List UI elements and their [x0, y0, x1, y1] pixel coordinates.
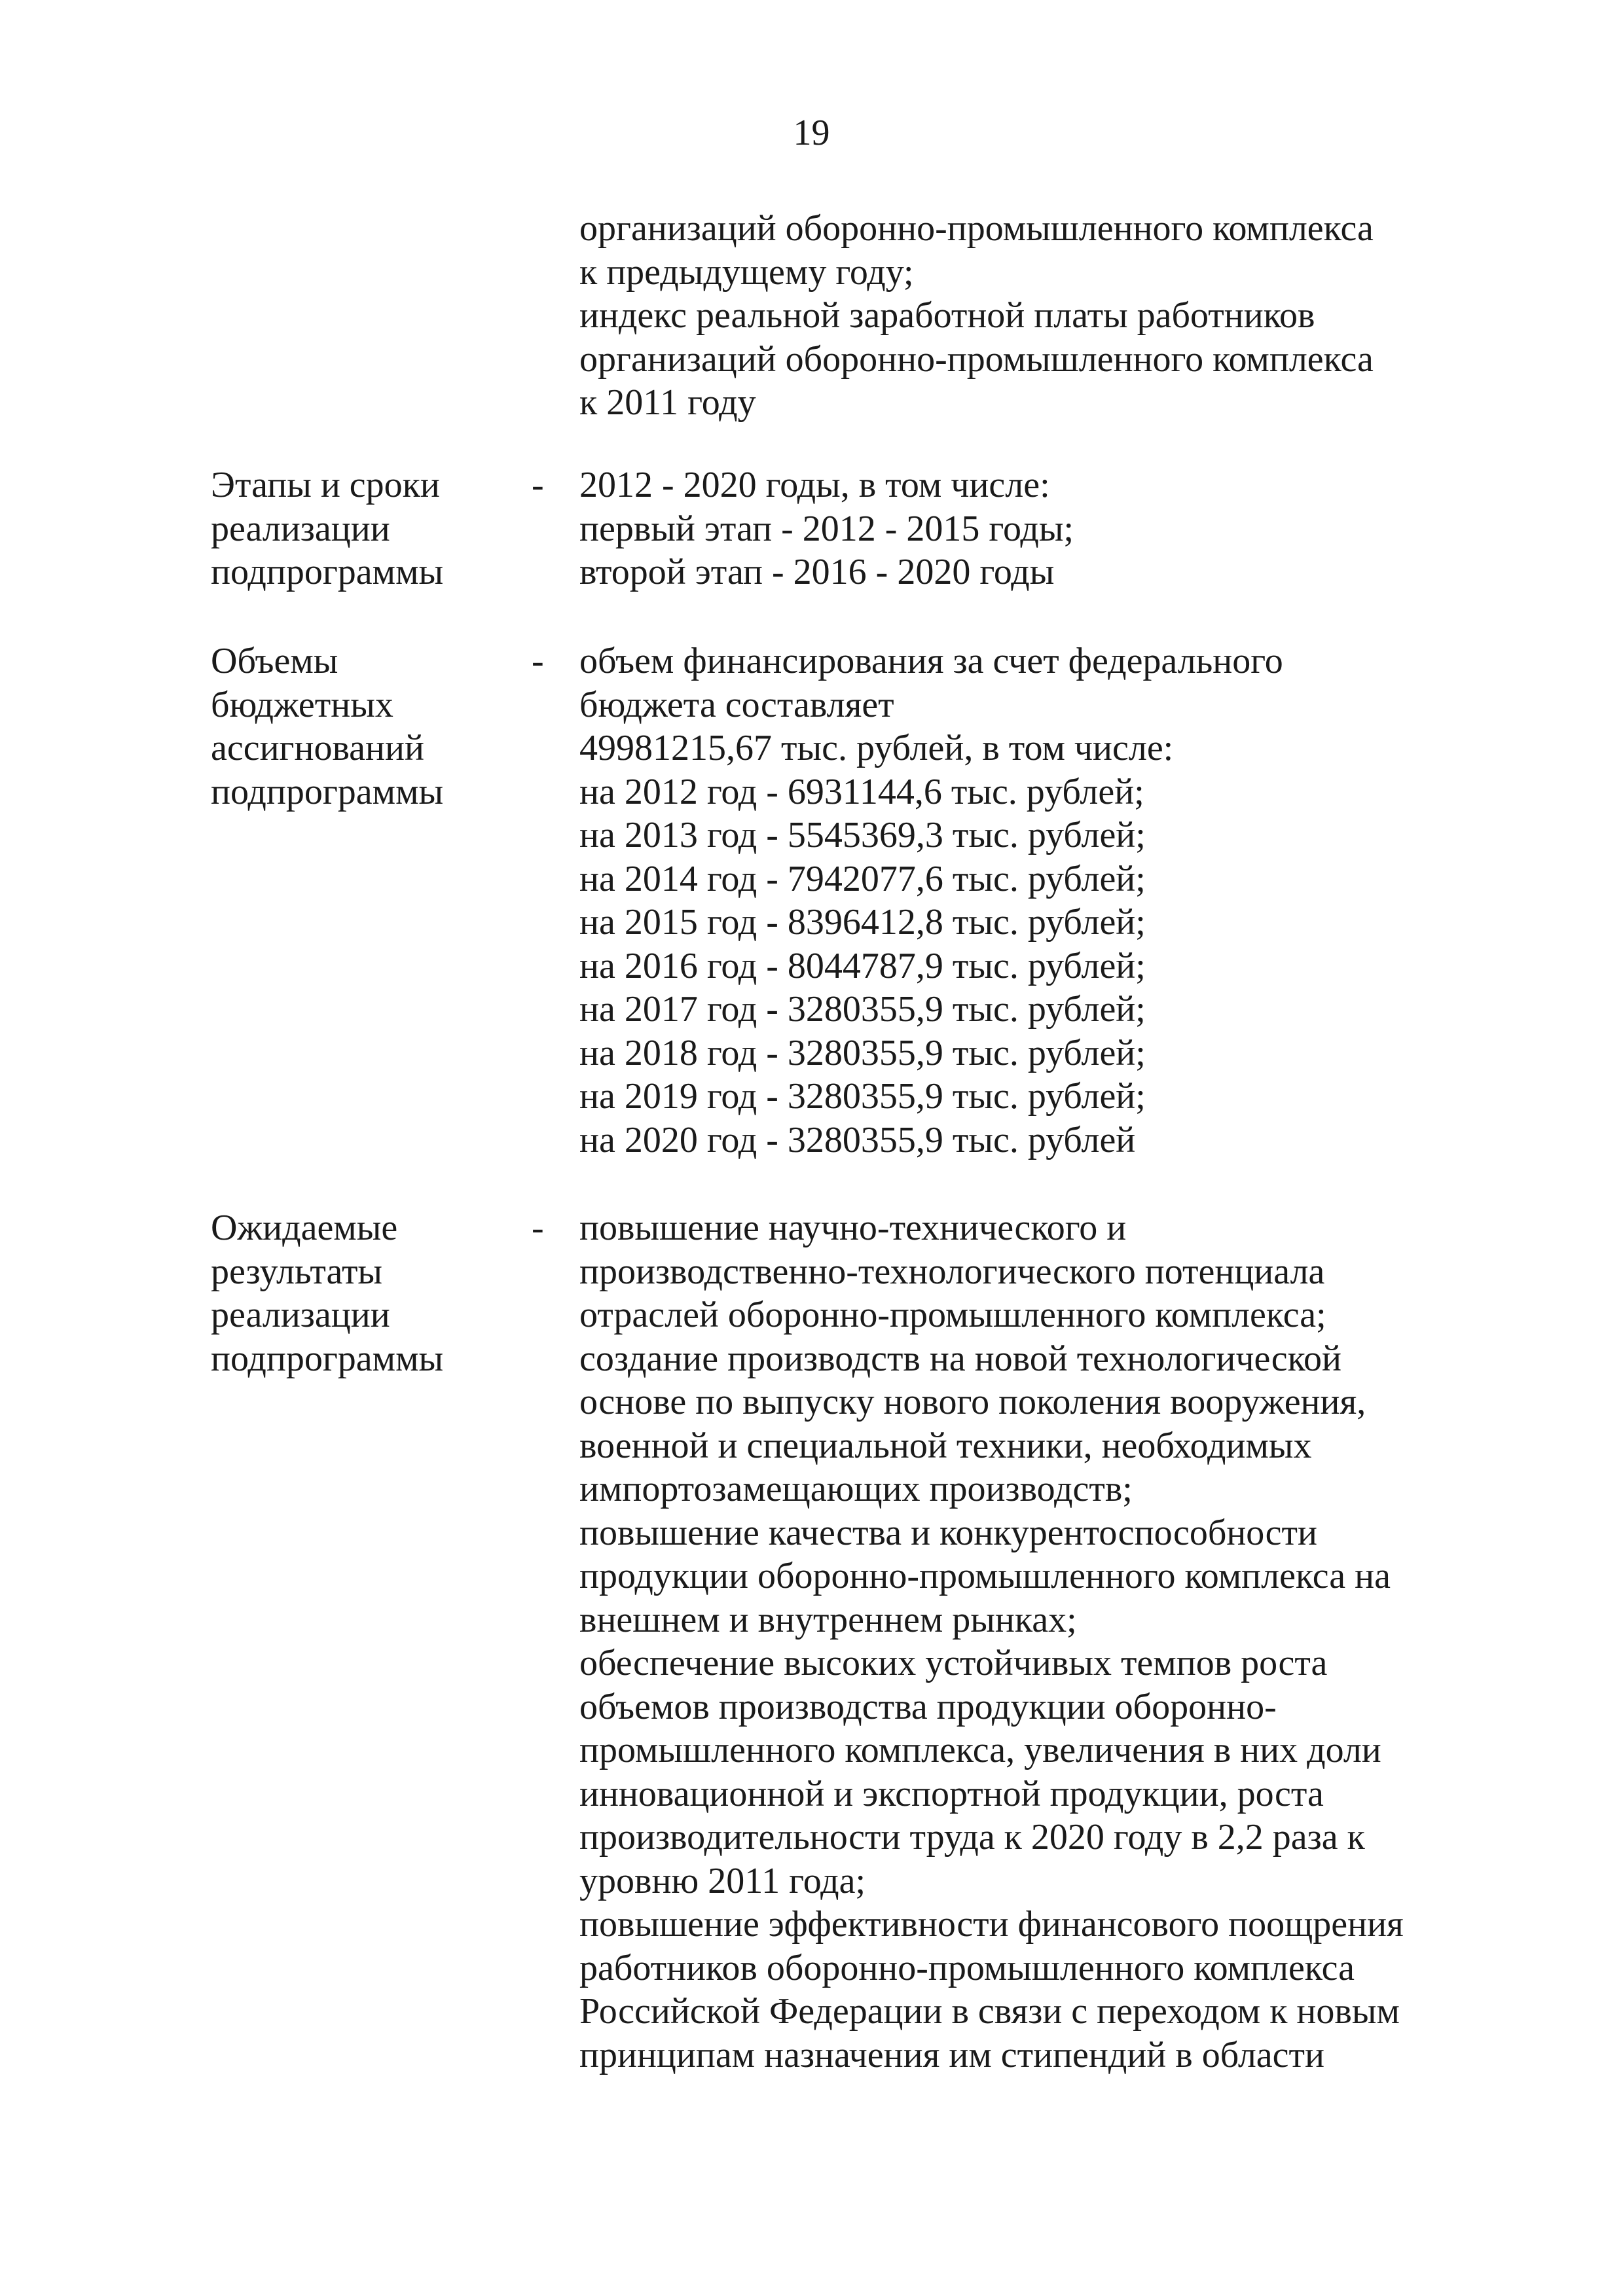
label-line: Ожидаемые [211, 1208, 398, 1248]
value-line: на 2013 год - 5545369,3 тыс. рублей; [579, 815, 1146, 855]
label-line: подпрограммы [211, 1338, 444, 1379]
row-value [579, 1206, 1404, 2077]
label-line: подпрограммы [211, 771, 444, 812]
value-line: на 2020 год - 3280355,9 тыс. рублей [579, 1119, 1136, 1160]
value-line: промышленного комплекса, увеличения в них доли [579, 1730, 1381, 1770]
value-line: на 2019 год - 3280355,9 тыс. рублей; [579, 1076, 1146, 1117]
value-line: на 2014 год - 7942077,6 тыс. рублей; [579, 858, 1146, 899]
value-line: отраслей оборонно-промышленного комплекса; [579, 1295, 1326, 1335]
row-value [579, 463, 1074, 594]
value-line: производственно-технологического потенциала [579, 1251, 1325, 1292]
row-dash: - [532, 465, 544, 505]
label-line: реализации [211, 1295, 390, 1335]
value-line: 2012 - 2020 годы, в том числе: [579, 465, 1050, 505]
value-line: объемов производства продукции оборонно- [579, 1686, 1277, 1727]
value-line: повышение научно-технического и [579, 1208, 1127, 1248]
text-line: организаций оборонно-промышленного комплекса [579, 338, 1374, 380]
value-line: повышение эффективности финансового поощрения [579, 1904, 1404, 1945]
row-label [211, 1206, 443, 1380]
label-line: подпрограммы [211, 552, 444, 592]
value-line: на 2018 год - 3280355,9 тыс. рублей; [579, 1032, 1146, 1073]
value-line: производительности труда к 2020 году в 2,2 раза к [579, 1817, 1365, 1857]
value-line: объем финансирования за счет федерального [579, 641, 1283, 681]
row-label [211, 639, 443, 814]
text-line: организаций оборонно-промышленного комплекса [579, 208, 1374, 249]
value-line: первый этап - 2012 - 2015 годы; [579, 508, 1074, 549]
value-line: основе по выпуску нового поколения вооружения, [579, 1382, 1366, 1422]
value-line: работников оборонно-промышленного комплекса [579, 1947, 1355, 1988]
value-line: военной и специальной техники, необходимых [579, 1425, 1312, 1466]
value-line: Российской Федерации в связи с переходом к новым [579, 1991, 1400, 2032]
value-line: 49981215,67 тыс. рублей, в том числе: [579, 728, 1174, 768]
value-line: уровню 2011 года; [579, 1860, 866, 1901]
text-line: индекс реальной заработной платы работников [579, 295, 1315, 336]
value-line: бюджета составляет [579, 684, 894, 725]
label-line: ассигнований [211, 728, 424, 768]
value-line: на 2015 год - 8396412,8 тыс. рублей; [579, 902, 1146, 942]
value-line: принципам назначения им стипендий в области [579, 2034, 1324, 2075]
label-line: Этапы и сроки [211, 465, 440, 505]
row-value [579, 639, 1283, 1162]
value-line: внешнем и внутреннем рынках; [579, 1599, 1077, 1640]
label-line: Объемы [211, 641, 338, 681]
label-line: результаты [211, 1251, 383, 1292]
row-label [211, 463, 443, 594]
label-line: бюджетных [211, 684, 393, 725]
value-line: на 2012 год - 6931144,6 тыс. рублей; [579, 771, 1144, 812]
row-dash: - [532, 641, 544, 681]
value-line: на 2017 год - 3280355,9 тыс. рублей; [579, 989, 1146, 1030]
page-number: 19 [793, 113, 830, 153]
text-line: к предыдущему году; [579, 251, 914, 293]
value-line: повышение качества и конкурентоспособности [579, 1512, 1317, 1553]
continuation-text [579, 207, 1374, 425]
value-line: обеспечение высоких устойчивых темпов роста [579, 1643, 1328, 1683]
text-line: к 2011 году [579, 382, 756, 423]
row-dash: - [532, 1208, 544, 1248]
label-line: реализации [211, 508, 390, 549]
value-line: на 2016 год - 8044787,9 тыс. рублей; [579, 945, 1146, 986]
value-line: продукции оборонно-промышленного комплекса на [579, 1556, 1391, 1596]
value-line: второй этап - 2016 - 2020 годы [579, 552, 1055, 592]
value-line: создание производств на новой технологической [579, 1338, 1341, 1379]
value-line: импортозамещающих производств; [579, 1469, 1133, 1509]
value-line: инновационной и экспортной продукции, роста [579, 1773, 1324, 1814]
